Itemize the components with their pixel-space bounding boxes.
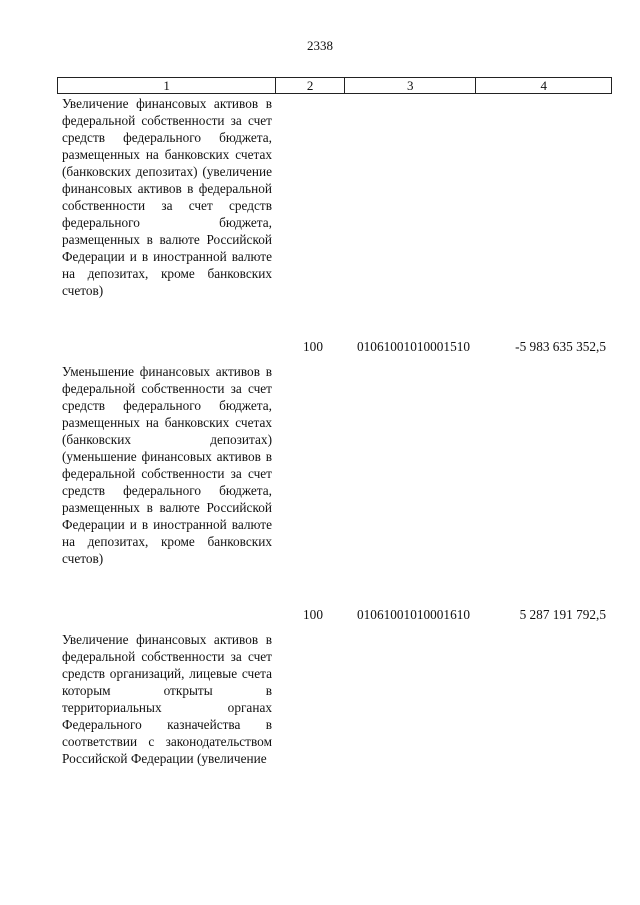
row-1-kbk: 01061001010001510 <box>357 339 471 354</box>
header-col-2: 2 <box>276 78 345 93</box>
header-col-3: 3 <box>345 78 477 93</box>
row-2-amount: 5 287 191 792,5 <box>519 607 606 622</box>
row-2-description: Уменьшение финансовых активов в федеральной собственности за счет средств федерального бюджета, размещенных на банковских счетах (банковских депозитах) (уменьшение финансовых активов в федеральной собственности за счет средств федерального бюджета, размещенных в валюте Российской Федерации и в иностранной валюте на депозитах, кроме банковских счетов) <box>62 364 272 566</box>
row-1-description: Увеличение финансовых активов в федеральной собственности за счет средств федерального бюджета, размещенных на банковских счетах (банковских депозитах) (увеличение финансовых активов в федеральной собственности за счет средств федерального бюджета, размещенных в валюте Российской Федерации и в иностранной валюте на депозитах, кроме банковских счетов) <box>62 96 272 298</box>
row-2-kbk: 01061001010001610 <box>357 607 471 622</box>
row-3-description: Увеличение финансовых активов в федеральной собственности за счет средств организаций, лицевые счета которым открыты в территориальных органах Федерального казначейства в соответствии с законодательством Российской Федерации (увеличение <box>62 632 272 766</box>
page-number: 2338 <box>307 38 333 53</box>
row-1-amount: -5 983 635 352,5 <box>515 339 606 354</box>
row-1-code: 100 <box>303 339 323 354</box>
header-col-4: 4 <box>540 78 547 93</box>
row-2-code: 100 <box>303 607 323 622</box>
table-header <box>57 77 612 94</box>
header-col-1: 1 <box>58 78 276 93</box>
